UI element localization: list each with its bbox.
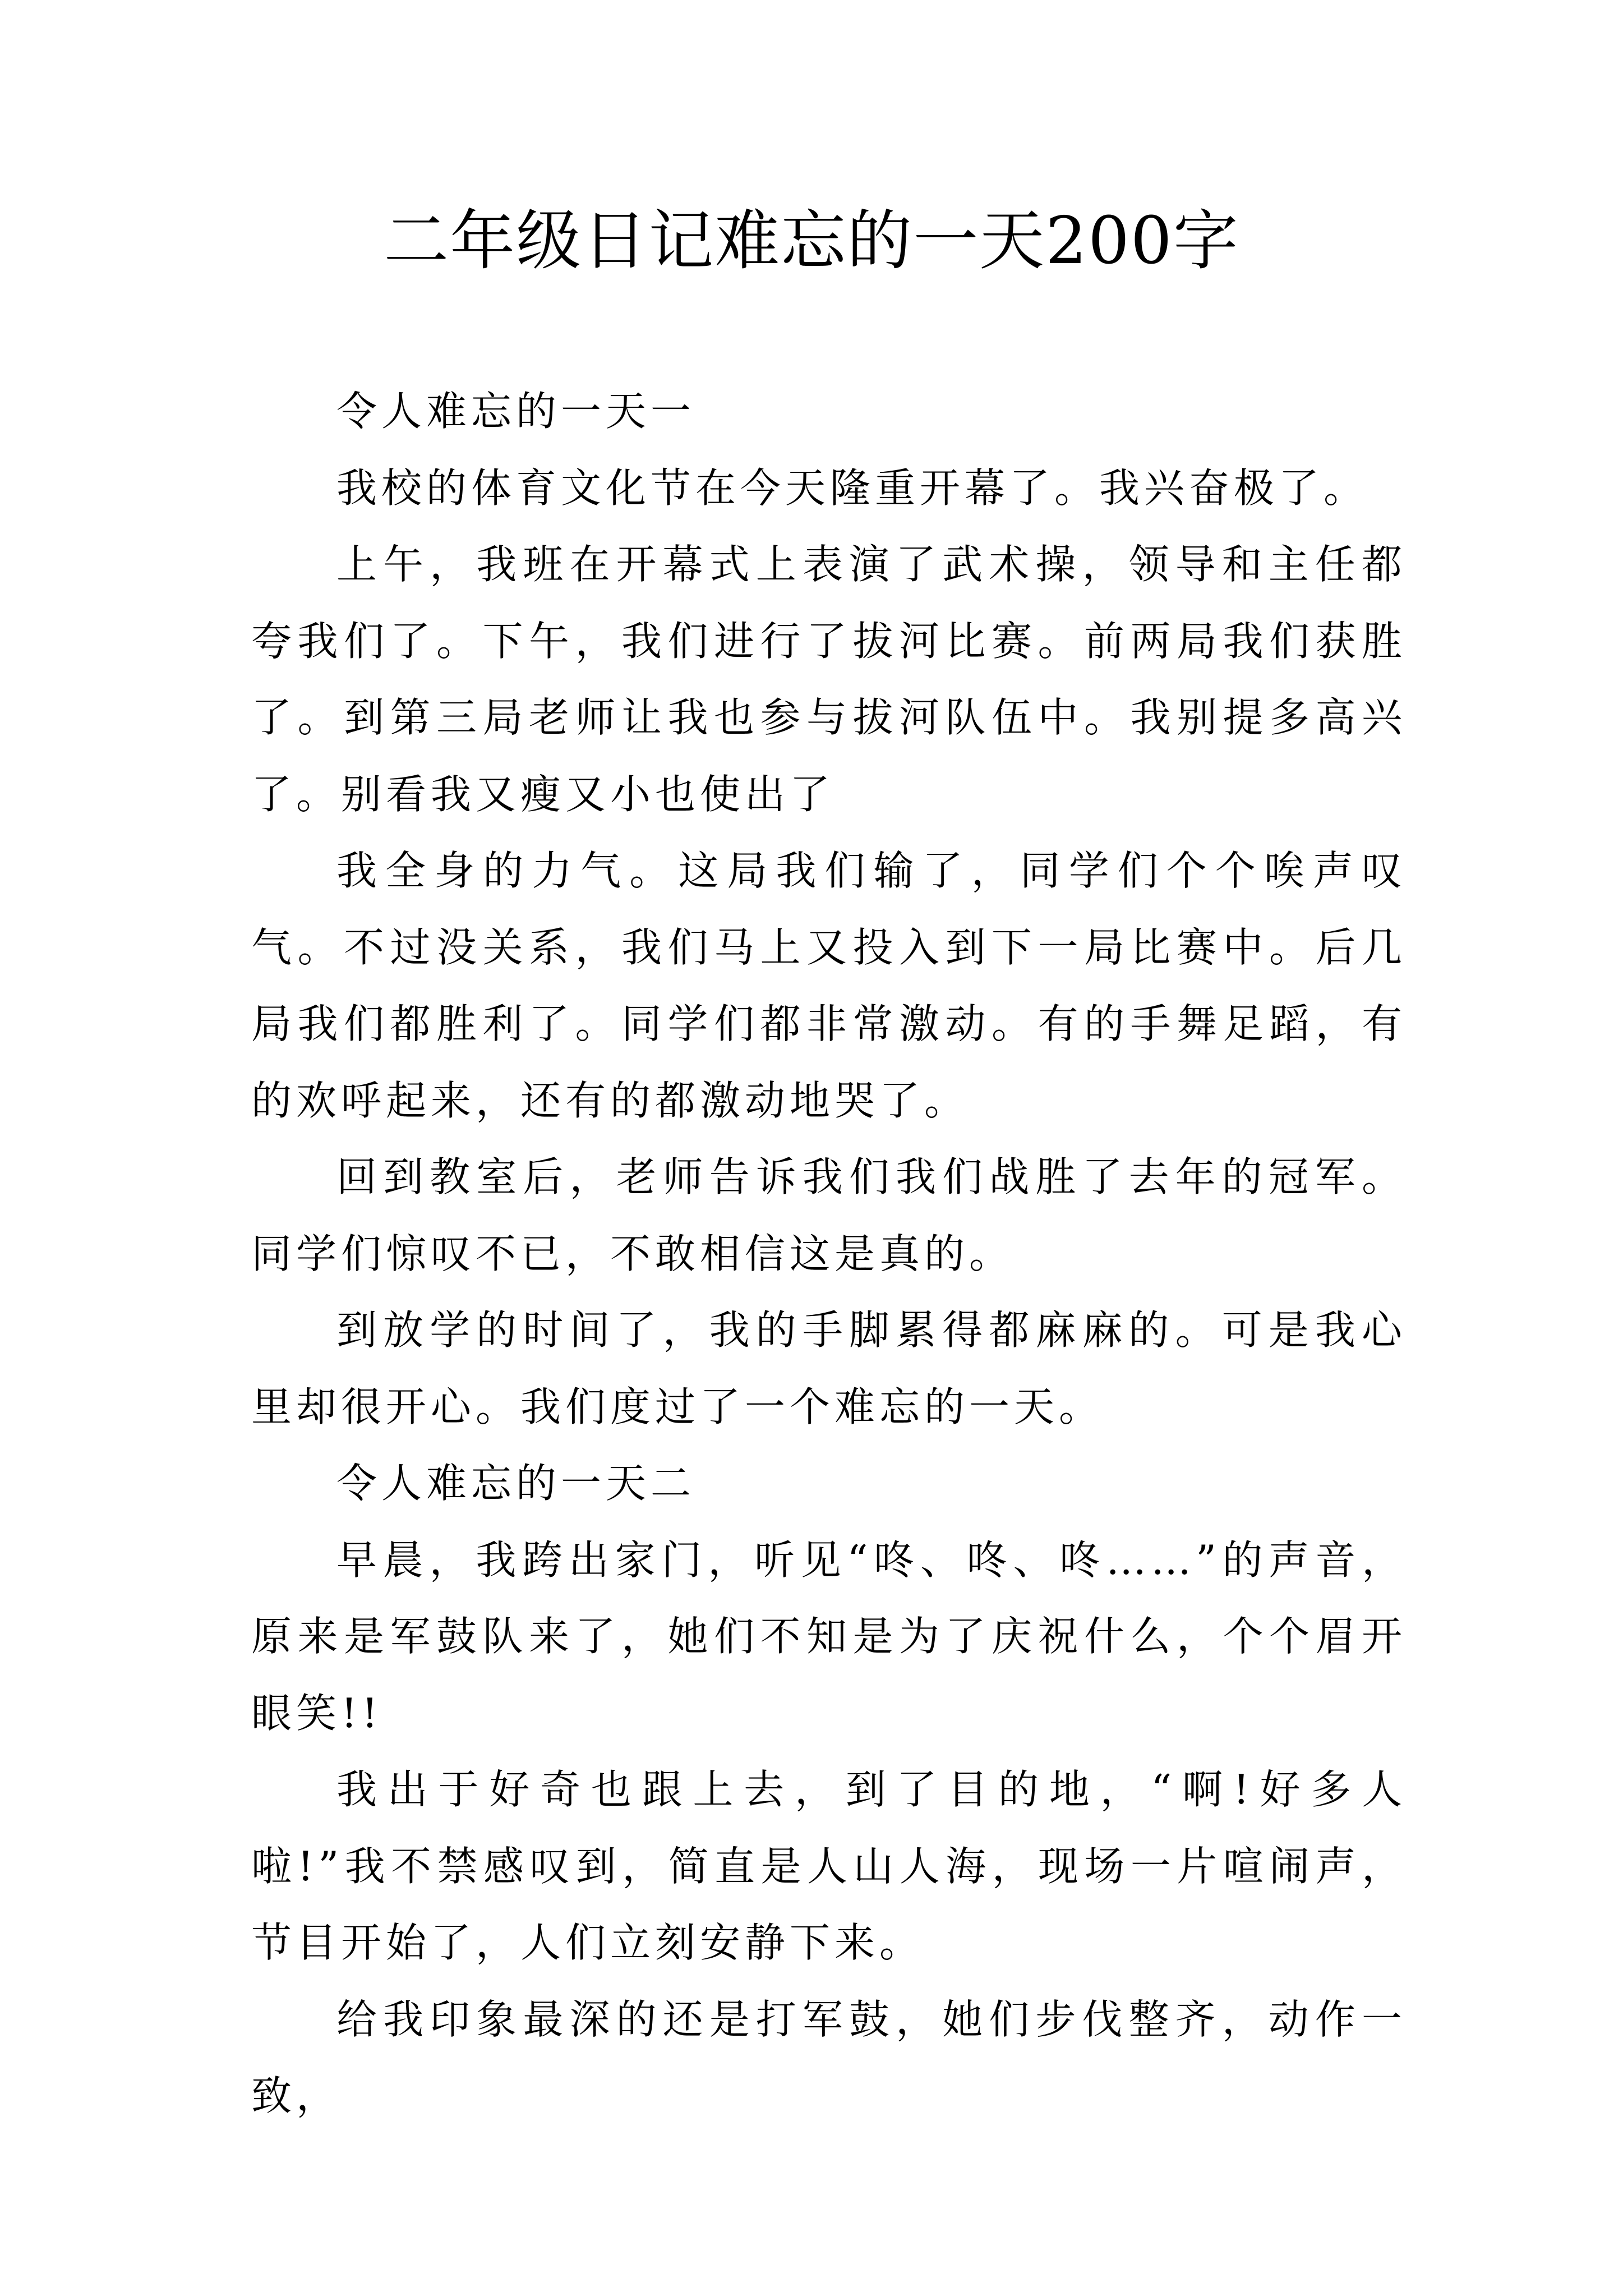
paragraph: 到放学的时间了，我的手脚累得都麻麻的。可是我心里却很开心。我们度过了一个难忘的一天。 <box>251 1306 1407 1430</box>
paragraph: 给我印象最深的还是打军鼓，她们步伐整齐，动作一致， <box>251 1995 1407 2119</box>
document-title: 二年级日记难忘的一天200字 <box>384 203 1239 279</box>
paragraph: 早晨，我跨出家门，听见“咚、咚、咚……”的声音，原来是军鼓队来了，她们不知是为了庆祝什么，个个眉开眼笑!! <box>251 1536 1407 1737</box>
paragraph: 我出于好奇也跟上去，到了目的地，“啊!好多人啦!”我不禁感叹到，简直是人山人海，现场一片喧闹声，节目开始了，人们立刻安静下来。 <box>251 1766 1407 1966</box>
paragraph: 上午，我班在开幕式上表演了武术操，领导和主任都夸我们了。下午，我们进行了拔河比赛。前两局我们获胜了。到第三局老师让我也参与拔河队伍中。我别提多高兴了。别看我又瘦又小也使出了 <box>251 541 1407 818</box>
section-heading-2: 令人难忘的一天二 <box>336 1460 696 1507</box>
section-heading-1: 令人难忘的一天一 <box>336 388 696 435</box>
paragraph: 回到教室后，老师告诉我们我们战胜了去年的冠军。同学们惊叹不已，不敢相信这是真的。 <box>251 1153 1407 1277</box>
paragraph: 我全身的力气。这局我们输了，同学们个个唉声叹气。不过没关系，我们马上又投入到下一局比赛中。后几局我们都胜利了。同学们都非常激动。有的手舞足蹈，有的欢呼起来，还有的都激动地哭了。 <box>251 847 1407 1124</box>
document-body <box>251 373 1407 2134</box>
paragraph: 我校的体育文化节在今天隆重开幕了。我兴奋极了。 <box>336 464 1369 512</box>
